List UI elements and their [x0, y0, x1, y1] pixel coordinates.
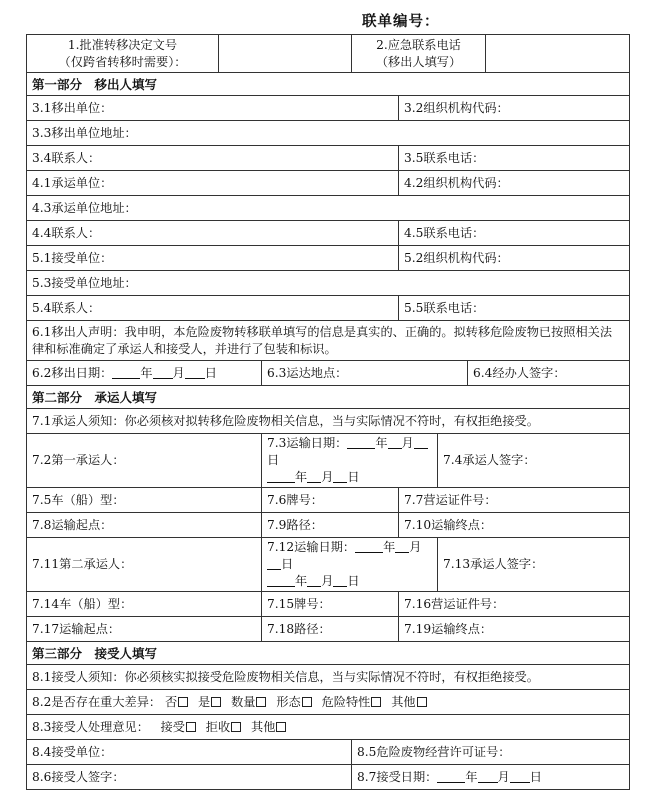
emergency-phone-cell[interactable]: [352, 35, 486, 73]
receiver-contact-field[interactable]: 5.4联系人：: [27, 296, 399, 321]
diff-other-checkbox[interactable]: [417, 697, 427, 707]
diff-no-checkbox[interactable]: [178, 697, 188, 707]
plate-number-1-field[interactable]: 7.6牌号：: [262, 488, 399, 513]
carrier-unit-field[interactable]: 4.1承运单位：: [27, 171, 399, 196]
transport-destination-2-field[interactable]: 7.19运输终点：: [399, 617, 630, 642]
day-label: 日: [529, 769, 542, 784]
diff-form-checkbox[interactable]: [302, 697, 312, 707]
handler-signature-field[interactable]: 6.4经办人签字：: [468, 361, 630, 386]
carrier-signature-2-field[interactable]: 7.13承运人签字：: [438, 538, 630, 592]
diff-option-yes: 是: [198, 694, 211, 709]
month-label: 月: [321, 574, 334, 588]
opinion-option-reject: 拒收: [205, 719, 231, 734]
route-1-field[interactable]: 7.9路径：: [262, 513, 399, 538]
month-label: 月: [497, 769, 510, 784]
part1-title: 第一部分 移出人填写: [27, 73, 630, 96]
year-label: 年: [140, 365, 153, 380]
opinion-other-checkbox[interactable]: [276, 722, 286, 732]
emergency-phone-field[interactable]: [486, 35, 630, 73]
shipper-unit-field[interactable]: 3.1移出单位：: [27, 96, 399, 121]
carrier-address-field[interactable]: 4.3承运单位地址：: [27, 196, 630, 221]
opinion-accept-checkbox[interactable]: [186, 722, 196, 732]
opinion-reject-checkbox[interactable]: [231, 722, 241, 732]
month-label: 月: [401, 436, 414, 450]
day-label: 日: [267, 453, 280, 467]
shipment-date-field[interactable]: [27, 361, 262, 386]
transfer-manifest-table: [26, 34, 630, 790]
day-label: 日: [347, 574, 360, 588]
vehicle-type-2-field[interactable]: 7.14车（船）型：: [27, 592, 262, 617]
major-difference-label: 8.2是否存在重大差异：: [32, 694, 162, 709]
transport-date-2-field[interactable]: [262, 538, 438, 592]
year-label: 年: [465, 769, 478, 784]
receiver-address-field[interactable]: 5.3接受单位地址：: [27, 271, 630, 296]
emergency-phone-note: （移出人填写）: [375, 54, 462, 69]
receipt-date-label: 8.7接受日期：: [357, 769, 438, 784]
diff-option-other: 其他: [391, 694, 416, 709]
diff-quantity-checkbox[interactable]: [256, 697, 266, 707]
opinion-option-accept: 接受: [160, 719, 185, 734]
receiver-unit-field[interactable]: 5.1接受单位：: [27, 246, 399, 271]
carrier-signature-1-field[interactable]: 7.4承运人签字：: [438, 434, 630, 488]
shipper-org-code-field[interactable]: 3.2组织机构代码：: [399, 96, 630, 121]
day-label: 日: [281, 557, 294, 571]
receiver-signature-field[interactable]: 8.6接受人签字：: [27, 765, 352, 790]
approval-doc-number-label: 1.批准转移决定文号: [67, 37, 178, 52]
route-2-field[interactable]: 7.18路径：: [262, 617, 399, 642]
transport-date-1-label: 7.3运输日期：: [267, 436, 348, 450]
operating-license-2-field[interactable]: 7.16营运证件号：: [399, 592, 630, 617]
month-label: 月: [321, 470, 334, 484]
transport-origin-1-field[interactable]: 7.8运输起点：: [27, 513, 262, 538]
receiver-org-code-field[interactable]: 5.2组织机构代码：: [399, 246, 630, 271]
part2-title: 第二部分 承运人填写: [27, 386, 630, 409]
transport-origin-2-field[interactable]: 7.17运输起点：: [27, 617, 262, 642]
shipment-date-label: 6.2移出日期：: [32, 365, 113, 380]
shipper-phone-field[interactable]: 3.5联系电话：: [399, 146, 630, 171]
year-label: 年: [383, 540, 396, 554]
carrier-org-code-field[interactable]: 4.2组织机构代码：: [399, 171, 630, 196]
diff-option-no: 否: [164, 694, 178, 709]
part3-title: 第三部分 接受人填写: [27, 642, 630, 665]
manifest-number-label: 联单编号：: [362, 14, 440, 30]
opinion-option-other: 其他: [251, 719, 276, 734]
receiver-phone-field[interactable]: 5.5联系电话：: [399, 296, 630, 321]
delivery-location-field[interactable]: 6.3运达地点：: [262, 361, 468, 386]
year-label: 年: [295, 574, 308, 588]
receiver-opinion-row: [27, 715, 630, 740]
year-label: 年: [295, 470, 308, 484]
operating-license-1-field[interactable]: 7.7营运证件号：: [399, 488, 630, 513]
day-label: 日: [204, 365, 217, 380]
approval-doc-number-cell[interactable]: [27, 35, 219, 73]
diff-hazard-checkbox[interactable]: [371, 697, 381, 707]
approval-doc-number-field[interactable]: [219, 35, 352, 73]
first-carrier-field[interactable]: 7.2第一承运人：: [27, 434, 262, 488]
vehicle-type-1-field[interactable]: 7.5车（船）型：: [27, 488, 262, 513]
month-label: 月: [172, 365, 185, 380]
receiver-opinion-label: 8.3接受人处理意见：: [32, 719, 149, 734]
day-label: 日: [347, 470, 360, 484]
approval-doc-number-note: （仅跨省转移时需要）：: [58, 54, 187, 69]
receipt-date-field[interactable]: [352, 765, 630, 790]
diff-option-quantity: 数量: [231, 694, 256, 709]
shipper-contact-field[interactable]: 3.4联系人：: [27, 146, 399, 171]
month-label: 月: [409, 540, 422, 554]
transport-destination-1-field[interactable]: 7.10运输终点：: [399, 513, 630, 538]
receiver-notice: 8.1接受人须知：你必须核实拟接受危险废物相关信息，当与实际情况不符时，有权拒绝接受。: [27, 665, 630, 690]
second-carrier-field[interactable]: 7.11第二承运人：: [27, 538, 262, 592]
major-difference-row: [27, 690, 630, 715]
transport-date-1-field[interactable]: [262, 434, 438, 488]
carrier-phone-field[interactable]: 4.5联系电话：: [399, 221, 630, 246]
diff-yes-checkbox[interactable]: [211, 697, 221, 707]
shipper-address-field[interactable]: 3.3移出单位地址：: [27, 121, 630, 146]
carrier-notice: 7.1承运人须知：你必须核对拟转移危险废物相关信息，当与实际情况不符时，有权拒绝接受。: [27, 409, 630, 434]
emergency-phone-label: 2.应急联系电话: [376, 37, 461, 52]
diff-option-hazard: 危险特性: [321, 694, 371, 709]
hazwaste-license-field[interactable]: 8.5危险废物经营许可证号：: [352, 740, 630, 765]
plate-number-2-field[interactable]: 7.15牌号：: [262, 592, 399, 617]
shipper-declaration: 6.1移出人声明：我申明，本危险废物转移联单填写的信息是真实的、正确的。拟转移危险废物已按照相关法律和标准确定了承运人和接受人，并进行了包装和标识。: [27, 321, 630, 361]
transport-date-2-label: 7.12运输日期：: [267, 540, 356, 554]
diff-option-form: 形态: [276, 694, 301, 709]
receiving-unit-field[interactable]: 8.4接受单位：: [27, 740, 352, 765]
year-label: 年: [375, 436, 388, 450]
carrier-contact-field[interactable]: 4.4联系人：: [27, 221, 399, 246]
